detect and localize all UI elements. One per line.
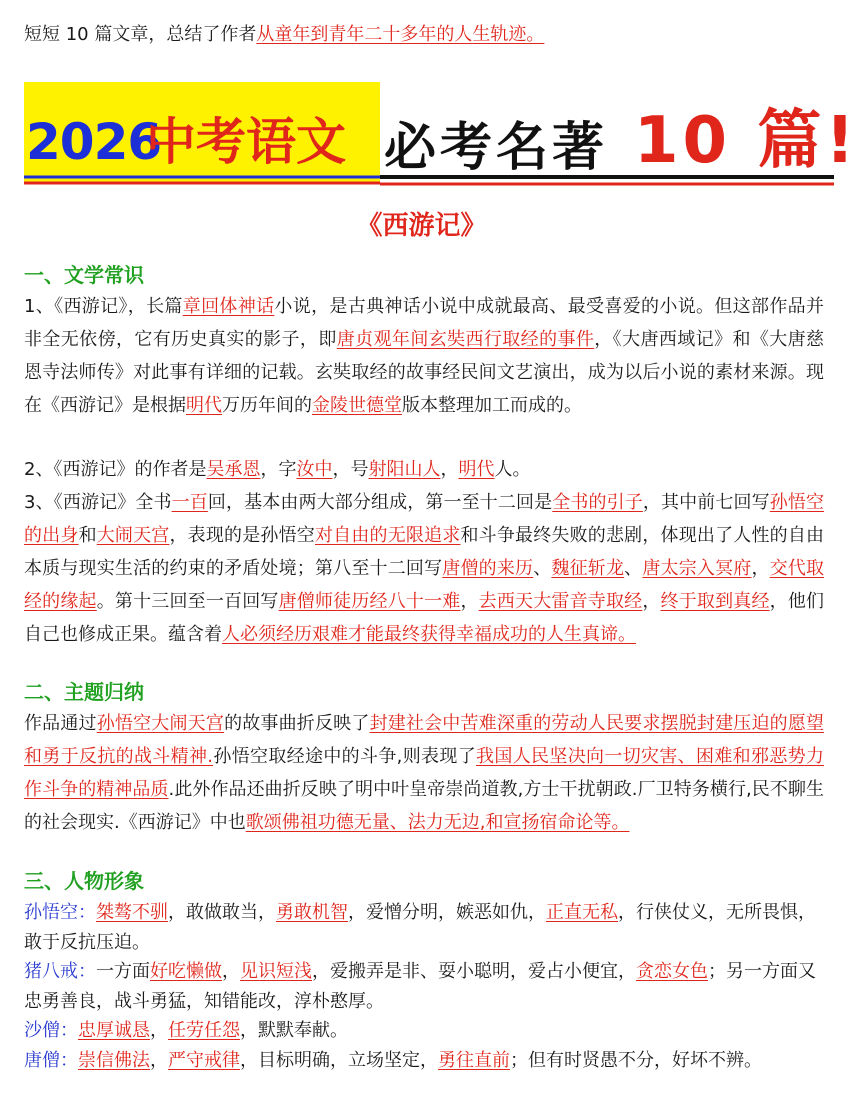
paragraph-2	[24, 453, 824, 486]
p1-key: 金陵世德堂	[312, 395, 402, 416]
p3-key: 唐太宗入冥府	[642, 558, 752, 579]
banner-exclaim: !	[825, 104, 859, 178]
trait-text: ；另一方面又忠勇善良，战斗勇猛，知错能改，淳朴憨厚。	[24, 961, 816, 1012]
character-name: 孙悟空：	[24, 902, 96, 923]
banner-must-read: 必考名著	[384, 118, 609, 178]
p3-key: 唐僧的来历	[442, 558, 534, 579]
p3-key: 去西天大雷音寺取经	[478, 591, 643, 612]
p3-key: 唐僧师徒历经八十一难	[278, 591, 461, 612]
trait-text: ，行侠仗义，无所畏惧，敢于反抗压迫。	[24, 902, 816, 953]
trait-text: ，	[150, 1050, 168, 1071]
character-name: 沙僧：	[24, 1020, 78, 1041]
p3-text: 3、《西游记》全书	[24, 492, 172, 513]
p2-key: 汝中	[296, 459, 333, 480]
trait-text: ，	[222, 961, 240, 982]
p2-key: 明代	[458, 459, 495, 480]
p3-text: ，	[460, 591, 479, 612]
p3-key: 一百	[171, 492, 208, 513]
p3-key: 交代取经的缘起	[24, 558, 825, 612]
p3-text: 和斗争最终失败的悲剧，体现出了人性的自由本质与现实生活的约束的矛盾处境；第八至十二回写	[24, 525, 825, 579]
section-heading-1: 一、文学常识	[24, 263, 144, 287]
theme-text: 孙悟空取经途中的斗争,则表现了	[213, 746, 477, 767]
trait-key: 任劳任怨	[168, 1020, 240, 1041]
character-bajie	[24, 957, 824, 1017]
p3-key: 人必须经历艰难才能最终获得幸福成功的人生真谛。	[222, 624, 636, 645]
trait-key: 勇敢机智	[276, 902, 348, 923]
p3-key: 终于取到真经	[660, 591, 770, 612]
trait-key: 崇信佛法	[78, 1050, 150, 1071]
p3-key: 全书的引子	[552, 492, 643, 513]
banner-year: 2026	[26, 113, 162, 171]
p3-text: 、	[624, 558, 643, 579]
intro-highlight: 从童年到青年二十多年的人生轨迹。	[256, 24, 545, 45]
theme-text: 作品通过	[24, 713, 97, 734]
trait-text: 一方面	[96, 961, 150, 982]
theme-key: 孙悟空大闹天宫	[96, 713, 225, 734]
trait-key: 桀骜不驯	[96, 902, 168, 923]
p1-text: 万历年间的	[222, 395, 312, 416]
p1-key: 章回体神话	[182, 296, 275, 317]
trait-key: 贪恋女色	[636, 961, 708, 982]
p1-text: 小说，是古典神话小说中成就最高、最受喜爱的小说。但这部作品并非全无依傍，它有历史真实的影子，即	[24, 296, 825, 350]
p3-text: ，他们自己也修成正果。蕴含着	[24, 591, 825, 645]
character-name: 猪八戒：	[24, 961, 96, 982]
p1-key: 明代	[186, 395, 222, 416]
p1-text: 1、《西游记》，长篇	[24, 296, 183, 317]
p3-text: 回，基本由两大部分组成，第一至十二回是	[207, 492, 553, 513]
banner-count-text: 10 篇	[634, 104, 826, 178]
p1-key: 唐贞观年间玄奘西行取经的事件	[336, 329, 595, 350]
trait-key: 勇往直前	[438, 1050, 510, 1071]
theme-key: 歌颂佛祖功德无量、法力无边,和宣扬宿命论等。	[245, 812, 630, 833]
p2-key: 射阳山人	[368, 459, 441, 480]
character-name: 唐僧：	[24, 1050, 78, 1071]
trait-key: 严守戒律	[168, 1050, 240, 1071]
trait-key: 忠厚诚恳	[78, 1020, 150, 1041]
p3-key: 对自由的无限追求	[315, 525, 461, 546]
section-heading-3: 三、人物形象	[24, 869, 144, 893]
trait-text: ，默默奉献。	[240, 1020, 348, 1041]
trait-text: ，	[150, 1020, 168, 1041]
theme-key: 我国人民坚决向一切灾害、困难和邪恶势力作斗争的精神品质	[24, 746, 824, 800]
trait-text: ；但有时贤愚不分，好坏不辨。	[510, 1050, 762, 1071]
p3-text: ，其中前七回写	[642, 492, 770, 513]
theme-text: .此外作品还曲折反映了明中叶皇帝崇尚道教,方士干扰朝政.厂卫特务横行,民不聊生的社会现实.《西游记》中也	[24, 779, 824, 833]
trait-key: 正直无私	[546, 902, 618, 923]
book-title: 《西游记》	[356, 211, 487, 241]
trait-text: ，爱憎分明，嫉恶如仇，	[348, 902, 546, 923]
trait-text: ，敢做敢当，	[168, 902, 276, 923]
banner-count	[634, 106, 859, 176]
p3-text: 。第十三回至一百回写	[96, 591, 279, 612]
p3-text: 和	[78, 525, 97, 546]
p2-text: 人。	[494, 459, 531, 480]
p3-text: ，	[642, 591, 661, 612]
p2-text: ，号	[332, 459, 369, 480]
trait-key: 好吃懒做	[150, 961, 222, 982]
paragraph-1	[24, 290, 824, 422]
p1-text: ，《大唐西域记》和《大唐慈恩寺法师传》对此事有详细的记载。玄奘取经的故事经民间文艺演出，成为以后小说的素材来源。现在《西游记》是根据	[24, 329, 825, 416]
character-shaseng	[24, 1016, 824, 1046]
theme-text: 的故事曲折反映了	[224, 713, 370, 734]
intro-text: 短短 10 篇文章，总结了作者	[24, 24, 257, 45]
p3-text: 、	[533, 558, 552, 579]
p2-key: 吴承恩	[206, 459, 261, 480]
p3-text: ，	[751, 558, 770, 579]
trait-text: ，目标明确，立场坚定，	[240, 1050, 438, 1071]
intro-line	[24, 22, 544, 48]
trait-key: 见识短浅	[240, 961, 312, 982]
character-wukong	[24, 898, 824, 958]
character-tangseng	[24, 1046, 824, 1076]
theme-key: 封建社会中苦难深重的劳动人民要求摆脱封建压迫的愿望和勇于反抗的战斗精神.	[24, 713, 825, 767]
p3-key: 魏征斩龙	[551, 558, 625, 579]
p3-text: ，表现的是孙悟空	[169, 525, 315, 546]
p3-key: 大闹天宫	[96, 525, 170, 546]
banner-subject: 中考语文	[146, 113, 346, 171]
paragraph-3	[24, 486, 824, 651]
p2-text: ，字	[260, 459, 297, 480]
p2-text: 2、《西游记》的作者是	[24, 459, 207, 480]
p2-text: ，	[440, 459, 459, 480]
theme-paragraph	[24, 707, 824, 839]
trait-text: ，爱搬弄是非、耍小聪明，爱占小便宜，	[312, 961, 636, 982]
banner-rules	[24, 174, 834, 190]
title-banner	[24, 82, 859, 190]
section-heading-2: 二、主题归纳	[24, 680, 144, 704]
p1-text: 版本整理加工而成的。	[402, 395, 582, 416]
p3-key: 孙悟空的出身	[24, 492, 825, 546]
